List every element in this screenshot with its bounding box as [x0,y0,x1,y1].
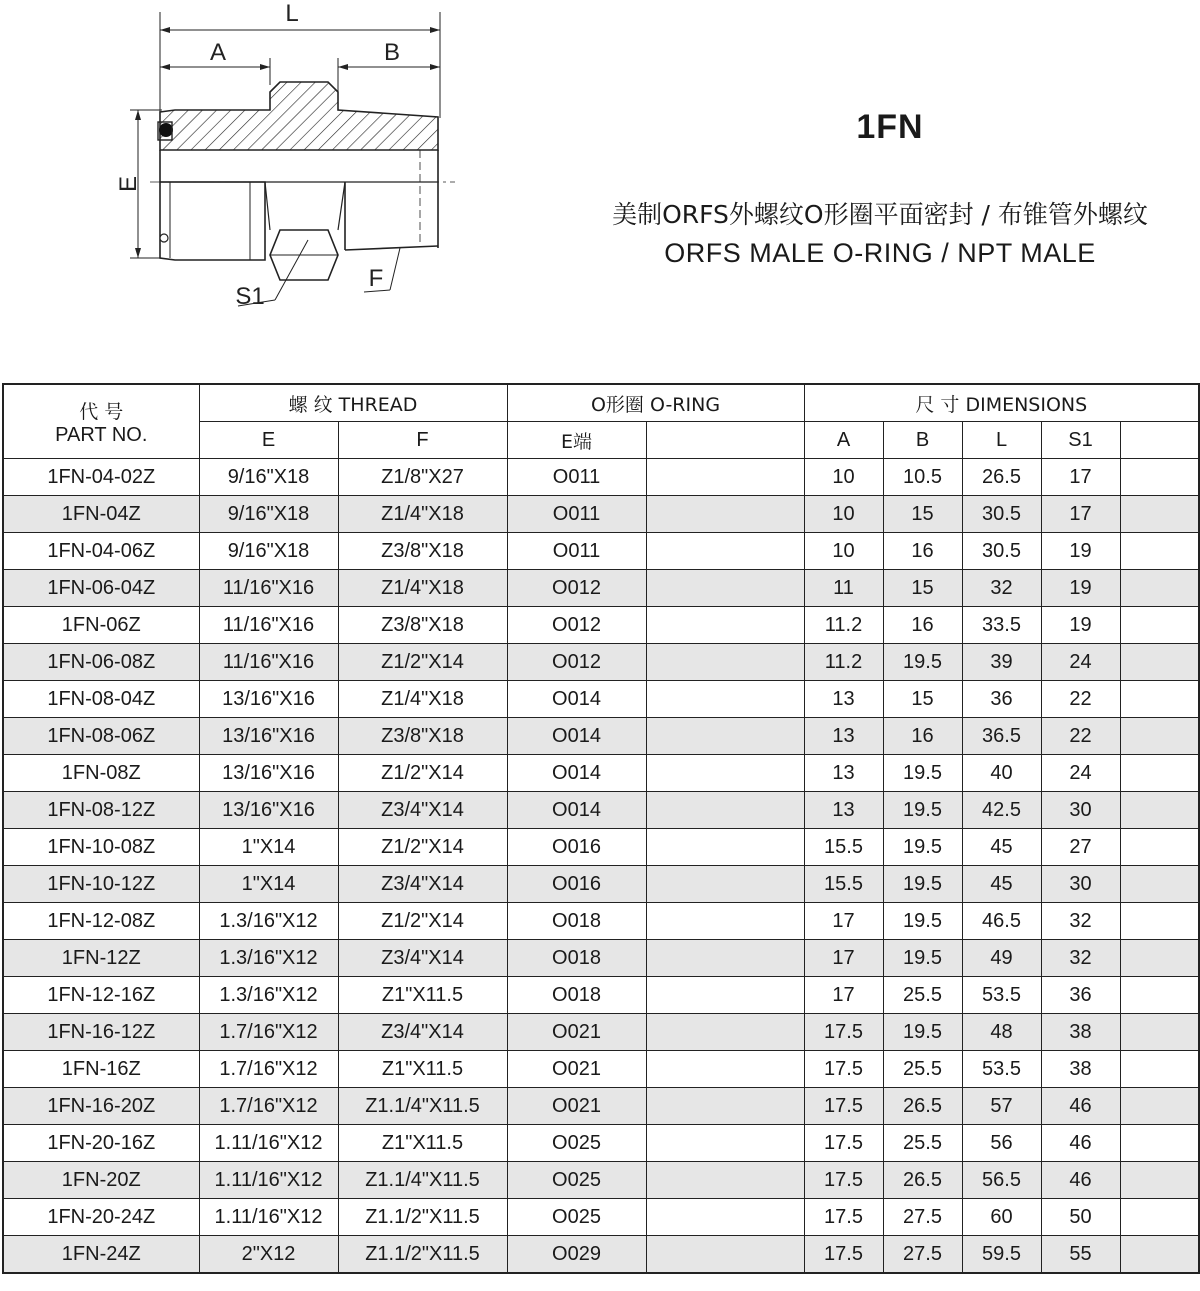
cell-dim-a: 10 [804,496,883,533]
cell-dim-a: 15.5 [804,829,883,866]
cell-dim-s1: 50 [1041,1199,1120,1236]
table-row [3,1125,1199,1162]
cell-oring-blank [646,681,804,718]
cell-dim-s1: 24 [1041,755,1120,792]
cell-part-no: 1FN-20Z [3,1162,199,1199]
cell-dim-blank [1120,903,1199,940]
cell-dim-s1: 19 [1041,533,1120,570]
cell-dim-b: 16 [883,533,962,570]
cell-dim-s1: 19 [1041,570,1120,607]
cell-dim-a: 17 [804,977,883,1014]
cell-dim-b: 25.5 [883,1125,962,1162]
cell-thread-e: 1.7/16"X12 [199,1014,338,1051]
cell-dim-a: 13 [804,755,883,792]
product-code-title: 1FN [856,108,924,146]
cell-oring: O011 [507,459,646,496]
cell-dim-l: 26.5 [962,459,1041,496]
cell-oring-blank [646,829,804,866]
cell-dim-blank [1120,866,1199,903]
header-dimensions: 尺 寸 DIMENSIONS [804,384,1199,422]
cell-dim-s1: 17 [1041,496,1120,533]
cell-dim-blank [1120,1236,1199,1274]
cell-dim-blank [1120,1125,1199,1162]
dimensions-table [2,383,1200,1274]
cell-dim-b: 26.5 [883,1088,962,1125]
cell-oring: O021 [507,1051,646,1088]
cell-thread-e: 1.3/16"X12 [199,903,338,940]
cell-thread-f: Z1"X11.5 [338,1125,507,1162]
cell-thread-e: 1.3/16"X12 [199,977,338,1014]
cell-part-no: 1FN-10-12Z [3,866,199,903]
cell-dim-b: 19.5 [883,755,962,792]
cell-oring-blank [646,1014,804,1051]
table-row [3,570,1199,607]
cell-dim-a: 11.2 [804,607,883,644]
cell-dim-blank [1120,533,1199,570]
cell-dim-a: 15.5 [804,866,883,903]
cell-dim-l: 42.5 [962,792,1041,829]
cell-oring: O018 [507,903,646,940]
cell-oring: O021 [507,1014,646,1051]
cell-thread-f: Z1.1/2"X11.5 [338,1236,507,1274]
cell-dim-s1: 32 [1041,940,1120,977]
cell-part-no: 1FN-08Z [3,755,199,792]
cell-thread-e: 9/16"X18 [199,496,338,533]
cell-dim-blank [1120,1014,1199,1051]
cell-dim-s1: 27 [1041,829,1120,866]
cell-part-no: 1FN-10-08Z [3,829,199,866]
cell-dim-blank [1120,496,1199,533]
subtitle-english: ORFS MALE O-RING / NPT MALE [664,238,1096,268]
cell-dim-l: 53.5 [962,1051,1041,1088]
cell-dim-a: 17 [804,940,883,977]
dim-label-l: L [285,0,299,27]
cell-dim-l: 36 [962,681,1041,718]
cell-thread-e: 1.7/16"X12 [199,1051,338,1088]
cell-thread-f: Z1"X11.5 [338,977,507,1014]
cell-part-no: 1FN-08-06Z [3,718,199,755]
cell-dim-l: 60 [962,1199,1041,1236]
cell-dim-b: 15 [883,681,962,718]
cell-dim-l: 46.5 [962,903,1041,940]
table-row [3,755,1199,792]
cell-dim-a: 17.5 [804,1051,883,1088]
cell-thread-e: 9/16"X18 [199,459,338,496]
cell-dim-a: 13 [804,718,883,755]
cell-oring: O012 [507,570,646,607]
cell-dim-b: 19.5 [883,866,962,903]
cell-dim-b: 19.5 [883,940,962,977]
cell-part-no: 1FN-12Z [3,940,199,977]
cell-dim-blank [1120,570,1199,607]
cell-thread-f: Z3/8"X18 [338,533,507,570]
cell-oring-blank [646,496,804,533]
cell-thread-e: 13/16"X16 [199,755,338,792]
cell-dim-a: 11 [804,570,883,607]
table-row [3,829,1199,866]
cell-dim-blank [1120,977,1199,1014]
cell-dim-blank [1120,1051,1199,1088]
cell-dim-s1: 17 [1041,459,1120,496]
cell-dim-s1: 24 [1041,644,1120,681]
table-row [3,533,1199,570]
header-f: F [338,422,507,459]
cell-oring-blank [646,1125,804,1162]
table-row [3,866,1199,903]
cell-dim-b: 19.5 [883,903,962,940]
cell-thread-e: 1.3/16"X12 [199,940,338,977]
cell-oring-blank [646,1162,804,1199]
cell-part-no: 1FN-04-02Z [3,459,199,496]
cell-oring-blank [646,755,804,792]
cell-dim-blank [1120,792,1199,829]
cell-thread-e: 1.11/16"X12 [199,1199,338,1236]
cell-oring-blank [646,459,804,496]
header-thread: 螺 纹 THREAD [199,384,507,422]
dim-label-e: E [115,175,142,193]
header-part-en: PART NO. [55,423,148,446]
cell-dim-a: 13 [804,792,883,829]
cell-dim-l: 40 [962,755,1041,792]
cell-thread-f: Z1"X11.5 [338,1051,507,1088]
cell-dim-b: 15 [883,570,962,607]
cell-dim-l: 30.5 [962,533,1041,570]
table-row [3,496,1199,533]
cell-dim-l: 59.5 [962,1236,1041,1274]
table-row [3,1199,1199,1236]
cell-part-no: 1FN-04-06Z [3,533,199,570]
cell-dim-a: 17.5 [804,1199,883,1236]
cell-thread-f: Z1/2"X14 [338,903,507,940]
cell-oring: O014 [507,718,646,755]
cell-oring: O029 [507,1236,646,1274]
cell-oring-blank [646,718,804,755]
cell-dim-s1: 55 [1041,1236,1120,1274]
cell-oring: O011 [507,496,646,533]
header-a: A [804,422,883,459]
cell-dim-blank [1120,940,1199,977]
cell-part-no: 1FN-08-04Z [3,681,199,718]
cell-thread-e: 13/16"X16 [199,718,338,755]
header-part-cn: 代 号 [79,400,124,423]
table-row [3,1051,1199,1088]
table-row [3,1014,1199,1051]
table-row [3,792,1199,829]
cell-dim-l: 30.5 [962,496,1041,533]
cell-dim-s1: 30 [1041,866,1120,903]
cell-oring: O025 [507,1162,646,1199]
cell-part-no: 1FN-06-04Z [3,570,199,607]
cell-dim-l: 32 [962,570,1041,607]
cell-dim-l: 45 [962,829,1041,866]
cell-oring: O012 [507,607,646,644]
cell-dim-b: 16 [883,607,962,644]
cell-dim-a: 17.5 [804,1014,883,1051]
cell-dim-b: 27.5 [883,1199,962,1236]
cell-part-no: 1FN-12-08Z [3,903,199,940]
cell-thread-f: Z1.1/4"X11.5 [338,1162,507,1199]
header-dim-blank [1120,422,1199,459]
cell-dim-a: 17.5 [804,1162,883,1199]
cell-part-no: 1FN-16-20Z [3,1088,199,1125]
cell-dim-b: 19.5 [883,1014,962,1051]
cell-dim-blank [1120,644,1199,681]
cell-thread-e: 1"X14 [199,829,338,866]
cell-thread-f: Z1/4"X18 [338,570,507,607]
cell-oring-blank [646,1199,804,1236]
header-oring-blank [646,422,804,459]
cell-dim-s1: 38 [1041,1014,1120,1051]
cell-oring: O014 [507,792,646,829]
cell-dim-b: 25.5 [883,1051,962,1088]
cell-oring: O025 [507,1125,646,1162]
cell-dim-b: 15 [883,496,962,533]
cell-oring: O016 [507,866,646,903]
cell-thread-f: Z3/4"X14 [338,940,507,977]
cell-oring: O025 [507,1199,646,1236]
cell-dim-a: 13 [804,681,883,718]
dim-label-b: B [383,39,401,66]
cell-dim-l: 56.5 [962,1162,1041,1199]
cell-oring-blank [646,1088,804,1125]
dim-label-s1: S1 [235,283,265,310]
cell-thread-f: Z3/8"X18 [338,607,507,644]
cell-oring: O012 [507,644,646,681]
cell-dim-b: 19.5 [883,829,962,866]
cell-thread-e: 13/16"X16 [199,792,338,829]
cell-oring: O021 [507,1088,646,1125]
cell-thread-e: 11/16"X16 [199,570,338,607]
cell-dim-l: 57 [962,1088,1041,1125]
cell-thread-f: Z1/8"X27 [338,459,507,496]
cell-oring-blank [646,866,804,903]
cell-thread-f: Z3/4"X14 [338,1014,507,1051]
cell-part-no: 1FN-04Z [3,496,199,533]
header-s1: S1 [1041,422,1120,459]
cell-part-no: 1FN-20-24Z [3,1199,199,1236]
cell-part-no: 1FN-16Z [3,1051,199,1088]
cell-thread-e: 1.7/16"X12 [199,1088,338,1125]
cell-dim-l: 48 [962,1014,1041,1051]
cell-oring-blank [646,903,804,940]
cell-part-no: 1FN-08-12Z [3,792,199,829]
cell-dim-l: 45 [962,866,1041,903]
fitting-drawing [100,0,460,320]
cell-dim-l: 33.5 [962,607,1041,644]
cell-dim-l: 53.5 [962,977,1041,1014]
table-row [3,903,1199,940]
cell-dim-s1: 36 [1041,977,1120,1014]
table-row [3,1088,1199,1125]
cell-oring-blank [646,792,804,829]
cell-dim-blank [1120,829,1199,866]
cell-dim-b: 10.5 [883,459,962,496]
cell-dim-l: 39 [962,644,1041,681]
cell-dim-b: 25.5 [883,977,962,1014]
header-part-no [3,384,199,459]
cell-oring-blank [646,940,804,977]
cell-dim-a: 17.5 [804,1236,883,1274]
cell-dim-s1: 32 [1041,903,1120,940]
cell-part-no: 1FN-20-16Z [3,1125,199,1162]
cell-dim-s1: 46 [1041,1088,1120,1125]
cell-oring-blank [646,644,804,681]
cell-dim-l: 56 [962,1125,1041,1162]
cell-dim-a: 17.5 [804,1125,883,1162]
cell-dim-a: 17 [804,903,883,940]
cell-dim-l: 36.5 [962,718,1041,755]
header-e: E [199,422,338,459]
cell-part-no: 1FN-12-16Z [3,977,199,1014]
header-l: L [962,422,1041,459]
table-row [3,644,1199,681]
table-row [3,977,1199,1014]
cell-dim-s1: 38 [1041,1051,1120,1088]
cell-dim-blank [1120,1088,1199,1125]
cell-oring: O014 [507,755,646,792]
cell-thread-f: Z1/4"X18 [338,681,507,718]
cell-dim-a: 10 [804,459,883,496]
cell-dim-l: 49 [962,940,1041,977]
cell-oring-blank [646,607,804,644]
cell-part-no: 1FN-24Z [3,1236,199,1274]
cell-oring: O018 [507,977,646,1014]
cell-thread-f: Z3/4"X14 [338,792,507,829]
cell-dim-blank [1120,755,1199,792]
cell-oring: O011 [507,533,646,570]
cell-oring: O014 [507,681,646,718]
cell-part-no: 1FN-06Z [3,607,199,644]
table-row [3,1162,1199,1199]
cell-thread-f: Z1/2"X14 [338,755,507,792]
table-row [3,607,1199,644]
cell-dim-b: 27.5 [883,1236,962,1274]
cell-dim-a: 11.2 [804,644,883,681]
cell-oring-blank [646,1051,804,1088]
subtitle-chinese: 美制ORFS外螺纹O形圈平面密封 / 布锥管外螺纹 [612,200,1148,229]
cell-dim-blank [1120,681,1199,718]
cell-dim-blank [1120,1199,1199,1236]
cell-dim-b: 16 [883,718,962,755]
cell-part-no: 1FN-06-08Z [3,644,199,681]
cell-thread-f: Z1/2"X14 [338,829,507,866]
cell-oring-blank [646,1236,804,1274]
table-row [3,718,1199,755]
header-b: B [883,422,962,459]
cell-oring-blank [646,533,804,570]
cell-dim-blank [1120,718,1199,755]
cell-dim-a: 10 [804,533,883,570]
cell-thread-f: Z1.1/4"X11.5 [338,1088,507,1125]
cell-oring: O018 [507,940,646,977]
cell-part-no: 1FN-16-12Z [3,1014,199,1051]
cell-dim-blank [1120,1162,1199,1199]
dim-label-f: F [368,265,384,292]
header-oring: O形圈 O-RING [507,384,804,422]
cell-dim-b: 26.5 [883,1162,962,1199]
cell-thread-e: 13/16"X16 [199,681,338,718]
header-e-end: E端 [507,422,646,459]
cell-dim-b: 19.5 [883,644,962,681]
cell-thread-e: 2"X12 [199,1236,338,1274]
cell-dim-b: 19.5 [883,792,962,829]
cell-dim-s1: 19 [1041,607,1120,644]
cell-oring-blank [646,977,804,1014]
cell-dim-blank [1120,607,1199,644]
cell-thread-e: 1.11/16"X12 [199,1125,338,1162]
cell-oring-blank [646,570,804,607]
cell-thread-e: 1"X14 [199,866,338,903]
cell-dim-s1: 46 [1041,1162,1120,1199]
cell-thread-f: Z3/8"X18 [338,718,507,755]
table-row [3,1236,1199,1274]
cell-thread-e: 9/16"X18 [199,533,338,570]
cell-dim-s1: 46 [1041,1125,1120,1162]
table-row [3,459,1199,496]
cell-dim-blank [1120,459,1199,496]
cell-thread-f: Z1.1/2"X11.5 [338,1199,507,1236]
cell-dim-s1: 22 [1041,718,1120,755]
cell-thread-f: Z1/4"X18 [338,496,507,533]
table-row [3,681,1199,718]
cell-oring: O016 [507,829,646,866]
cell-thread-e: 11/16"X16 [199,644,338,681]
dim-label-a: A [209,39,227,66]
cell-dim-s1: 30 [1041,792,1120,829]
cell-dim-a: 17.5 [804,1088,883,1125]
cell-thread-e: 1.11/16"X12 [199,1162,338,1199]
cell-thread-f: Z1/2"X14 [338,644,507,681]
table-row [3,940,1199,977]
cell-dim-s1: 22 [1041,681,1120,718]
cell-thread-e: 11/16"X16 [199,607,338,644]
cell-thread-f: Z3/4"X14 [338,866,507,903]
